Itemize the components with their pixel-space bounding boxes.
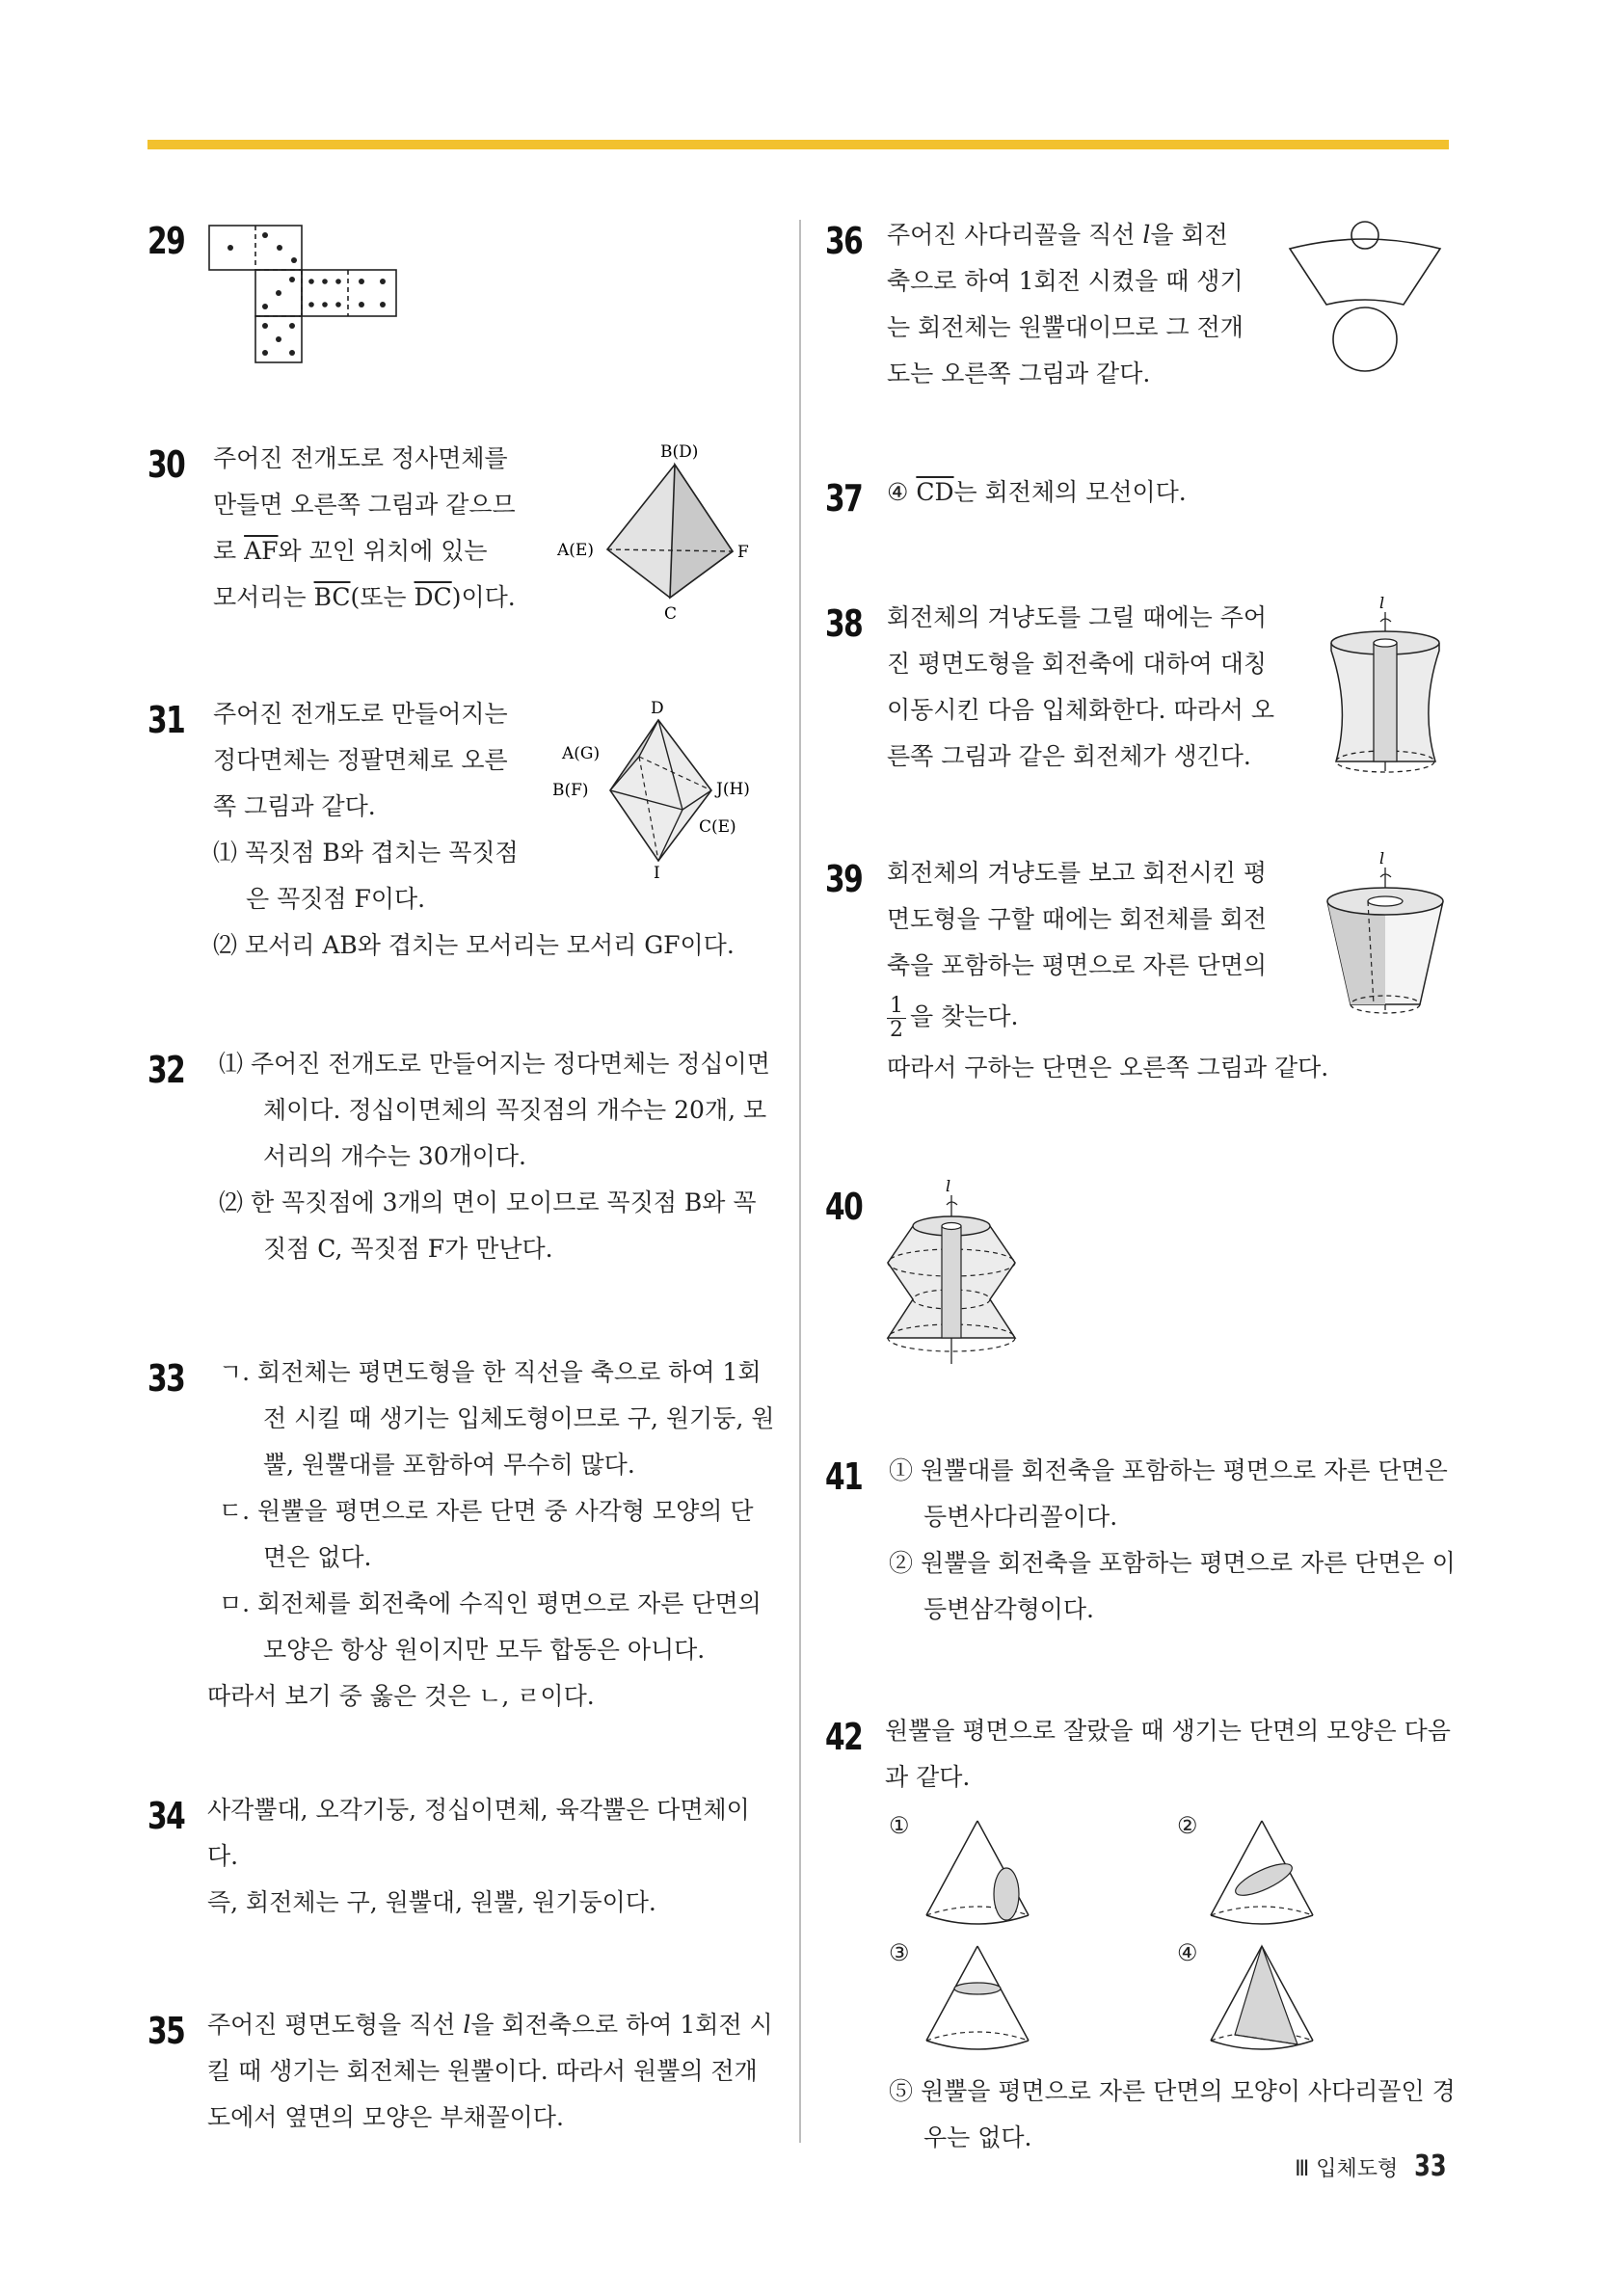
answer-item-a: ㄱ. 회전체는 평면도형을 한 직선을 축으로 하여 1회전 시킬 때 생기는 입체도형이므로 구, 원기둥, 원뿔, 원뿔대를 포함하여 무수히 많다.	[219, 1358, 775, 1479]
text-line: 회전체의 겨냥도를 그릴 때에는 주어	[887, 603, 1268, 631]
cone-section-2-figure	[1206, 1817, 1331, 1933]
problem-38-text	[887, 595, 1311, 780]
label-jh: J(H)	[716, 780, 750, 799]
text-line: 정다면체는 정팔면체로 오른	[213, 746, 508, 774]
cone-section-3-figure	[922, 1942, 1047, 2058]
label-bottom: C	[664, 604, 678, 624]
option-label-3: ③	[889, 1939, 910, 1966]
label-ce: C(E)	[699, 817, 736, 837]
text-span: 모서리는	[213, 583, 314, 611]
text-span: (또는	[350, 583, 415, 611]
octahedron-figure	[552, 699, 793, 882]
answer-item-c: ㄷ. 원뿔을 평면으로 자른 단면 중 사각형 모양의 단면은 없다.	[219, 1497, 754, 1571]
problem-42-note	[885, 2069, 1463, 2161]
text-line: 축으로 하여 1회전 시켰을 때 생기	[887, 267, 1244, 295]
answer-part-1: ⑴ 주어진 전개도로 만들어지는 정다면체는 정십이면체이다. 정십이면체의 꼭짓점의 개수는 20개, 모서리의 개수는 30개이다.	[219, 1050, 770, 1170]
text-span: 로	[213, 537, 245, 565]
axis-label: l	[1379, 594, 1385, 612]
hollow-solid-figure	[1312, 593, 1457, 786]
column-divider	[799, 220, 801, 2143]
top-accent-bar	[147, 140, 1449, 149]
answer-text: 즉, 회전체는 구, 원뿔대, 원뿔, 원기둥이다.	[207, 1888, 656, 1916]
answer-conclusion: 따라서 보기 중 옳은 것은 ㄴ, ㄹ이다.	[207, 1682, 595, 1710]
answer-part-2: ⑵ 한 꼭짓점에 3개의 면이 모이므로 꼭짓점 B와 꼭짓점 C, 꼭짓점 F가 만난다.	[219, 1188, 757, 1263]
problem-37-text	[887, 469, 1446, 516]
problem-41-text	[885, 1448, 1463, 1633]
text-span: ④	[887, 478, 917, 506]
problem-number: 31	[147, 699, 185, 741]
text-line: 진 평면도형을 회전축에 대하여 대칭	[887, 650, 1268, 678]
option-label-1: ①	[889, 1812, 910, 1839]
segment-cd: $\overline{CD}$	[916, 478, 954, 506]
text-line: 주어진 전개도로 정사면체를	[213, 444, 508, 472]
problem-number: 40	[825, 1186, 863, 1228]
problem-number: 34	[147, 1795, 185, 1837]
fraction-half	[887, 995, 906, 1042]
axis-l: l	[463, 2011, 471, 2039]
text-line: 회전체의 겨냥도를 보고 회전시킨 평	[887, 859, 1268, 887]
problem-number: 38	[825, 602, 863, 645]
text-span: 는 회전체의 모선이다.	[953, 478, 1187, 506]
axis-label: l	[1379, 849, 1385, 868]
cone-section-1-figure	[922, 1817, 1047, 1933]
answer-part-1: ① 원뿔대를 회전축을 포함하는 평면으로 자른 단면은 등변사다리꼴이다.	[889, 1456, 1448, 1531]
problem-number: 29	[147, 220, 185, 262]
problem-number: 32	[147, 1049, 185, 1091]
problem-number: 41	[825, 1455, 863, 1498]
text-line: 따라서 구하는 단면은 오른쪽 그림과 같다.	[887, 1054, 1329, 1081]
truncated-cone-section-figure	[1312, 848, 1457, 1022]
double-frustum-figure	[878, 1176, 1032, 1378]
problem-number: 35	[147, 2010, 185, 2052]
problem-42-text	[885, 1708, 1463, 1801]
page-number: 33	[1414, 2149, 1447, 2183]
text-line: ⑵ 모서리 AB와 겹치는 모서리는 모서리 GF이다.	[213, 931, 735, 959]
text-span: 주어진 평면도형을 직선	[207, 2011, 464, 2039]
denominator: 2	[890, 1018, 903, 1042]
answer-text: 사각뿔대, 오각기둥, 정십이면체, 육각뿔은 다면체이다.	[207, 1796, 750, 1870]
text-line: 면도형을 구할 때에는 회전체를 회전	[887, 905, 1268, 933]
problem-number: 33	[147, 1357, 185, 1400]
segment-bc: $\overline{BC}$	[313, 583, 351, 611]
problem-32-text	[207, 1041, 776, 1272]
problem-number: 37	[825, 477, 863, 520]
text-span: 을 회전축으로 하여 1회전 시킬 때 생기는 회전체는 원뿔이다. 따라서 원뿔의 전개도에서 옆면의 모양은 부채꼴이다.	[207, 2011, 773, 2131]
problem-34-text	[207, 1787, 776, 1926]
answer-text: 원뿔을 평면으로 잘랐을 때 생기는 단면의 모양은 다음과 같다.	[885, 1717, 1451, 1791]
text-span: 주어진 사다리꼴을 직선	[887, 221, 1143, 249]
label-right: F	[737, 543, 749, 562]
text-span: 을 찾는다.	[910, 1002, 1019, 1030]
text-line: 은 꼭짓점 F이다.	[246, 885, 426, 913]
problem-number: 39	[825, 858, 863, 900]
label-d: D	[651, 699, 664, 718]
label-i: I	[654, 864, 660, 882]
answer-text	[207, 2002, 776, 2141]
text-line: 도는 오른쪽 그림과 같다.	[887, 360, 1151, 387]
page-footer	[1295, 2149, 1451, 2183]
problem-number: 36	[825, 220, 863, 262]
text-span: )이다.	[451, 583, 516, 611]
label-top: B(D)	[660, 443, 699, 462]
text-span: 을 회전	[1150, 221, 1228, 249]
label-ag: A(G)	[562, 744, 601, 763]
label-left: A(E)	[557, 541, 594, 560]
dice-net-figure	[207, 224, 400, 368]
text-span: 와 꼬인 위치에 있는	[278, 537, 488, 565]
frustum-net-figure	[1278, 220, 1452, 374]
problem-35-text	[207, 2002, 776, 2141]
text-line: ⑴ 꼭짓점 B와 겹치는 꼭짓점	[213, 839, 519, 867]
option-label-4: ④	[1177, 1939, 1198, 1966]
problem-33-text	[207, 1349, 776, 1720]
answer-text: ⑤ 원뿔을 평면으로 자른 단면의 모양이 사다리꼴인 경우는 없다.	[889, 2077, 1456, 2151]
text-line: 주어진 전개도로 만들어지는	[213, 700, 508, 728]
text-line	[887, 212, 1292, 258]
label-bf: B(F)	[552, 781, 589, 800]
tetrahedron-figure	[554, 443, 776, 627]
axis-l: l	[1142, 221, 1151, 249]
answer-text	[887, 469, 1446, 516]
problem-number: 30	[147, 443, 185, 486]
text-line: 쪽 그림과 같다.	[213, 792, 376, 820]
text-line: 른쪽 그림과 같은 회전체가 생긴다.	[887, 742, 1251, 770]
segment-dc: $\overline{DC}$	[414, 583, 452, 611]
axis-label: l	[946, 1177, 951, 1195]
text-line: 는 회전체는 원뿔대이므로 그 전개	[887, 313, 1244, 341]
text-line: 만들면 오른쪽 그림과 같으므	[213, 491, 516, 519]
numerator: 1	[887, 995, 906, 1019]
section-title: Ⅲ 입체도형	[1295, 2157, 1399, 2181]
problem-number: 42	[825, 1716, 863, 1758]
text-line: 축을 포함하는 평면으로 자른 단면의	[887, 951, 1268, 979]
answer-item-e: ㅁ. 회전체를 회전축에 수직인 평면으로 자른 단면의 모양은 항상 원이지만 모두 합동은 아니다.	[219, 1589, 762, 1664]
answer-part-2: ② 원뿔을 회전축을 포함하는 평면으로 자른 단면은 이등변삼각형이다.	[889, 1549, 1456, 1623]
text-line: 이동시킨 다음 입체화한다. 따라서 오	[887, 696, 1274, 724]
problem-36-text	[887, 212, 1292, 397]
segment-af: $\overline{AF}$	[244, 537, 279, 565]
cone-section-4-figure	[1206, 1942, 1331, 2058]
option-label-2: ②	[1177, 1812, 1198, 1839]
